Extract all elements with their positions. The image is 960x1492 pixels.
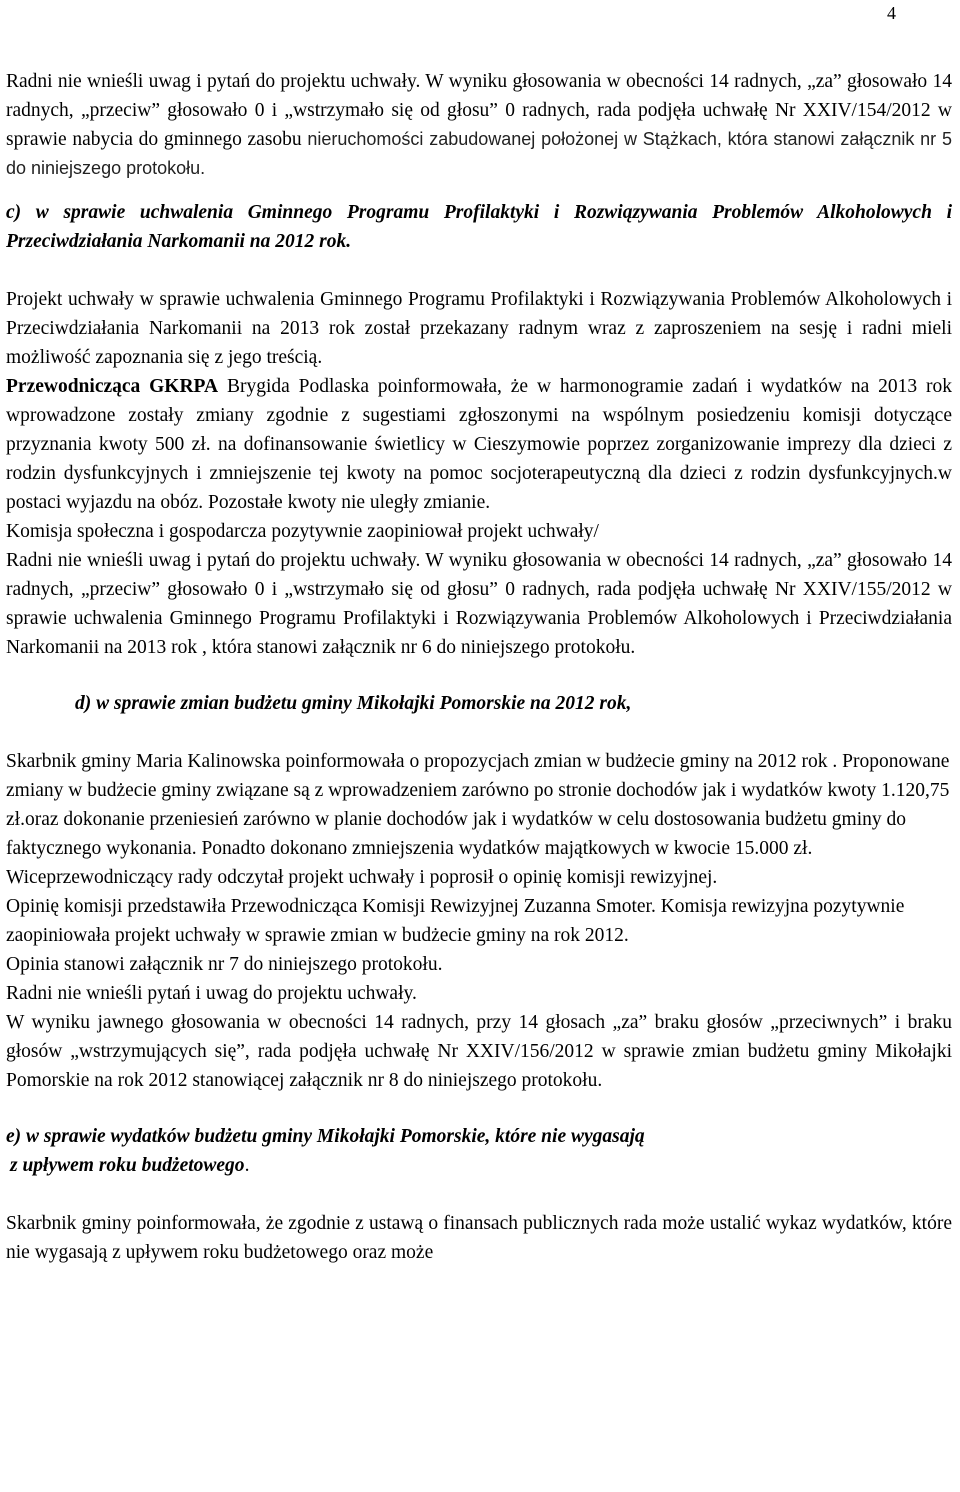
paragraph-commission-opinion: Komisja społeczna i gospodarcza pozytywnie zaopiniował projekt uchwały/ [6,521,599,542]
paragraph-audit-committee: Opinię komisji przedstawiła Przewodnicząca Komisji Rewizyjnej Zuzanna Smoter. Komisja rewizyjna pozytywnie zaopiniowała projekt uchwały w sprawie zmian w budżecie gminy na rok 2012. [6,896,905,946]
paragraph-no-questions: Radni nie wnieśli pytań i uwag do projektu uchwały. [6,983,417,1004]
paragraph-annex-7: Opinia stanowi załącznik nr 7 do niniejszego protokołu. [6,954,443,975]
section-heading-e [6,1122,952,1180]
paragraph-vote-155: Radni nie wnieśli uwag i pytań do projektu uchwały. W wyniku głosowania w obecności 14 radnych, „za” głosowało 14 radnych, „przeciw” głosowało 0 i „wstrzymało się od głosu” 0 radnych, rada podjęła uchwałę Nr XXIV/155/2012 w sprawie uchwalenia Gminnego Programu Profilaktyki i Rozwiązywania Problemów Alkoholowych i Przeciwdziałania Narkomanii na 2013 rok , która stanowi załącznik nr 6 do niniejszego protokołu. [6,550,952,658]
paragraph-vote-156: W wyniku jawnego głosowania w obecności 14 radnych, przy 14 głosach „za” braku głosów „przeciwnych” i braku głosów „wstrzymujących się”, rada podjęła uchwałę Nr XXIV/156/2012 w sprawie zmian budżetu gminy Mikołajki Pomorskie na rok 2012 stanowiącej załącznik nr 8 do niniejszego protokołu. [6,1012,952,1091]
section-heading-d: d) w sprawie zmian budżetu gminy Mikołajki Pomorskie na 2012 rok, [75,693,632,714]
paragraph-gkrpa [6,372,952,517]
section-heading-e-period: . [244,1155,250,1176]
paragraph-vote-154-part2: nieruchomości zabudowanej położonej w Stążkach, która stanowi załącznik nr 5 do niniejszego protokołu. [6,129,953,178]
section-heading-c: c) w sprawie uchwalenia Gminnego Programu Profilaktyki i Rozwiązywania Problemów Alkoholowych i Przeciwdziałania Narkomanii na 2012 rok. [6,202,952,252]
paragraph-vote-154 [6,67,952,183]
paragraph-vote-154-part1: Radni nie wnieśli uwag i pytań do projektu uchwały. W wyniku głosowania w obecności 14 radnych, „za” głosowało 14 radnych, „przeciw” głosowało 0 i „wstrzymało się od głosu” 0 radnych, rada podjęła uchwałę Nr XXIV/154/2012 w sprawie nabycia do gminnego zasobu [6,71,952,150]
gkrpa-chair-label: Przewodnicząca GKRPA [6,376,219,397]
document-body [6,67,952,1267]
section-heading-e-line1: e) w sprawie wydatków budżetu gminy Mikołajki Pomorskie, które nie wygasają [6,1126,645,1147]
section-heading-e-line2: z upływem roku budżetowego [10,1155,245,1176]
paragraph-treasurer-budget: Skarbnik gminy Maria Kalinowska poinformowała o propozycjach zmian w budżecie gminy na 2012 rok . Proponowane zmiany w budżecie gminy związane są z wprowadzeniem zarówno po stronie dochodów jak i wydatków kwoty 1.120,75 zł.oraz dokonanie przeniesień zarówno w planie dochodów jak i wydatków w celu dostosowania budżetu gminy do faktycznego wykonania. Ponadto dokonano zmniejszenia wydatków majątkowych w kwocie 15.000 zł. [6,751,950,859]
page-number: 4 [887,3,896,23]
paragraph-project-2013: Projekt uchwały w sprawie uchwalenia Gminnego Programu Profilaktyki i Rozwiązywania Problemów Alkoholowych i Przeciwdziałania Narkomanii na 2013 rok został przekazany radnym wraz z zaproszeniem na sesję i radni mieli możliwość zapoznania się z jego treścią. [6,289,952,368]
paragraph-treasurer-expenditures: Skarbnik gminy poinformowała, że zgodnie z ustawą o finansach publicznych rada może ustalić wykaz wydatków, które nie wygasają z upływem roku budżetowego oraz może [6,1213,952,1263]
paragraph-vice-chair: Wiceprzewodniczący rady odczytał projekt uchwały i poprosił o opinię komisji rewizyjnej. [6,867,718,888]
gkrpa-statement: Brygida Podlaska poinformowała, że w harmonogramie zadań i wydatków na 2013 rok wprowadzone zostały zmiany zgodnie z sugestiami zgłoszonymi na wspólnym posiedzeniu komisji dotyczące przyznania kwoty 500 zł. na dofinansowanie świetlicy w Cieszymowie poprzez zorganizowanie imprezy dla dzieci z rodzin dysfunkcyjnych i zmniejszenie tej kwoty na pomoc socjoterapeutyczną dla dzieci z rodzin dysfunkcyjnych.w postaci wyjazdu na obóz. Pozostałe kwoty nie uległy zmianie. [6,376,953,513]
